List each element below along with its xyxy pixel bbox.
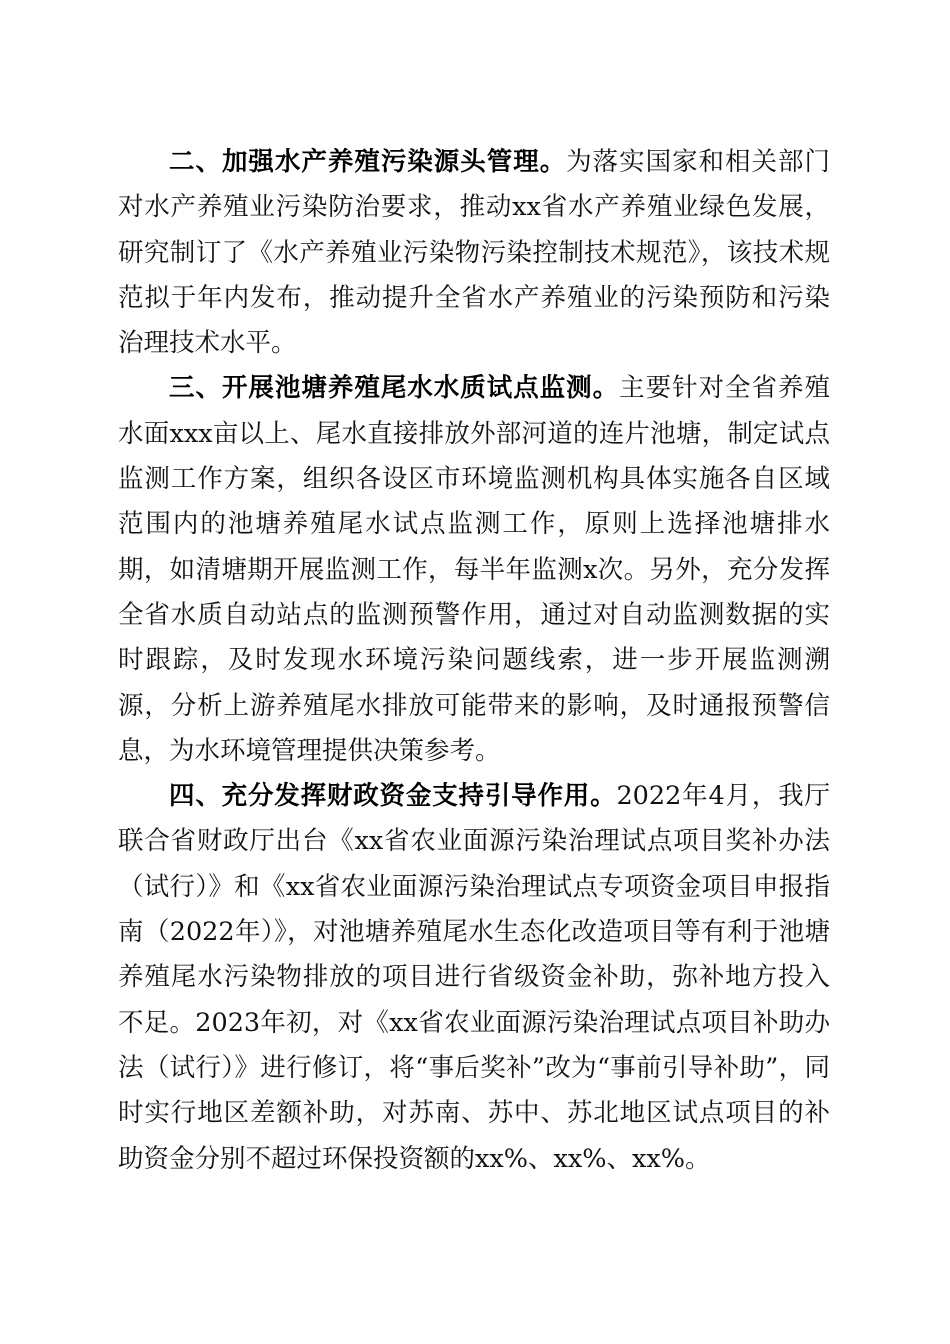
paragraph-heading: 二、加强水产养殖污染源头管理。	[169, 147, 567, 177]
paragraph-heading: 三、开展池塘养殖尾水水质试点监测。	[169, 373, 620, 404]
paragraph-source-management	[118, 140, 830, 366]
paragraph-heading: 四、充分发挥财政资金支持引导作用。	[169, 781, 617, 812]
document-body	[118, 140, 830, 1182]
paragraph-text: 2022年4月，我厅联合省财政厅出台《xx省农业面源污染治理试点项目奖补办法（试行）》和《xx省农业面源污染治理试点专项资金项目申报指南（2022年）》，对池塘养殖尾水生态化改造项目等有利于池塘养殖尾水污染物排放的项目进行省级资金补助，弥补地方投入不足。2023年初，对《xx省农业面源污染治理试点项目补助办法（试行）》进行修订，将“事后奖补”改为“事前引导补助”，同时实行地区差额补助，对苏南、苏中、苏北地区试点项目的补助资金分别不超过环保投资额的xx%、xx%、xx%。	[118, 781, 830, 1174]
paragraph-fiscal-support	[118, 774, 830, 1182]
paragraph-text: 主要针对全省养殖水面xxx亩以上、尾水直接排放外部河道的连片池塘，制定试点监测工作方案，组织各设区市环境监测机构具体实施各自区域范围内的池塘养殖尾水试点监测工作，原则上选择池塘排水期，如清塘期开展监测工作，每半年监测x次。另外，充分发挥全省水质自动站点的监测预警作用，通过对自动监测数据的实时跟踪，及时发现水环境污染问题线索，进一步开展监测溯源，分析上游养殖尾水排放可能带来的影响，及时通报预警信息，为水环境管理提供决策参考。	[118, 373, 830, 766]
paragraph-pilot-monitoring	[118, 366, 830, 774]
paragraph-text: 为落实国家和相关部门对水产养殖业污染防治要求，推动xx省水产养殖业绿色发展，研究制订了《水产养殖业污染物污染控制技术规范》，该技术规范拟于年内发布，推动提升全省水产养殖业的污染预防和污染治理技术水平。	[118, 147, 830, 359]
